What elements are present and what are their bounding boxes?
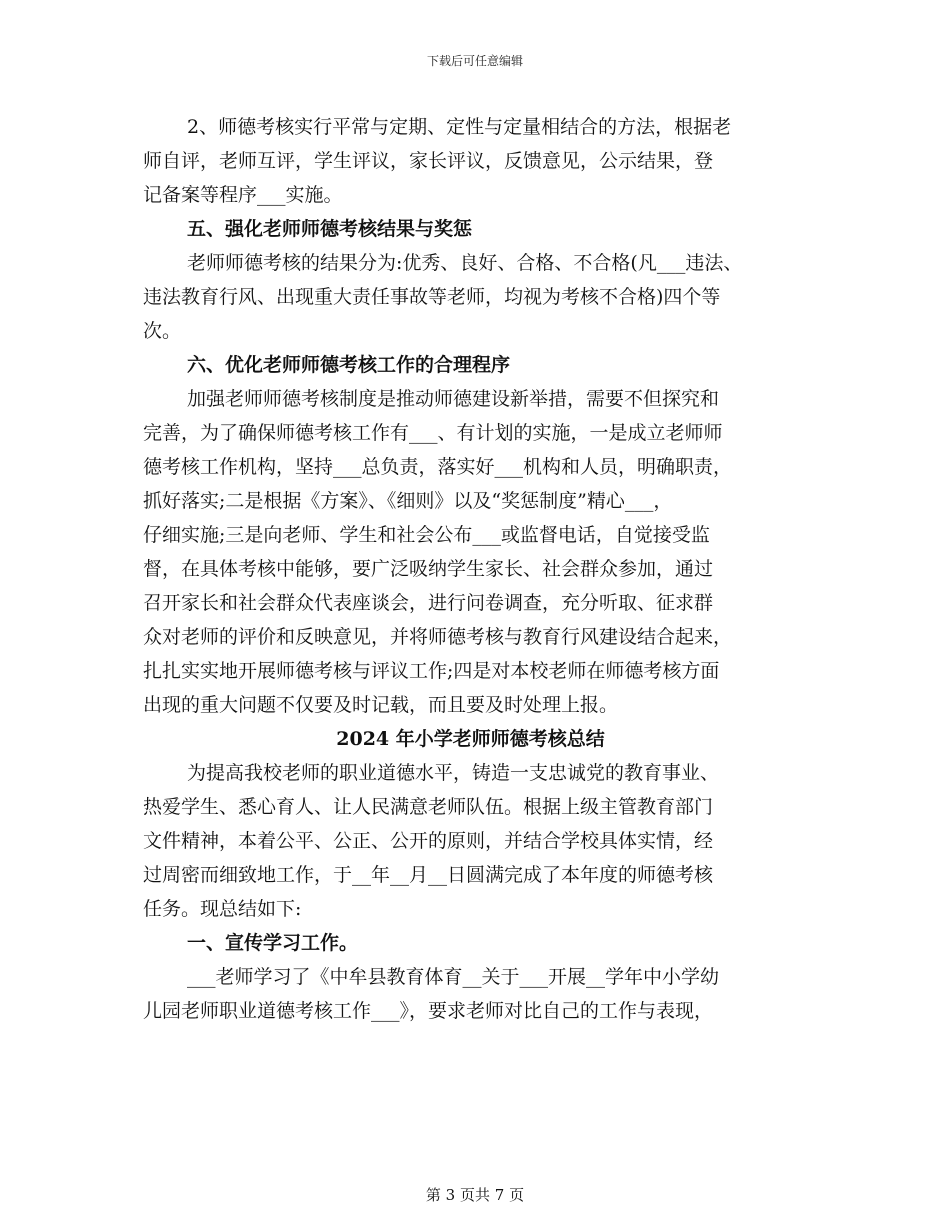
page-header: 下载后可任意编辑 [426,54,523,68]
paragraph-line: 仔细实施;三是向老师、学生和社会公布___或监督电话，自觉接受监 [143,524,710,546]
document-body [143,110,808,1028]
document-title: 2024 年小学老师师德考核总结 [336,728,605,750]
section-heading: 一、宣传学习工作。 [187,932,359,954]
section-heading: 五、强化老师师德考核结果与奖惩 [187,218,473,240]
paragraph-line: 德考核工作机构，坚持___总负责，落实好___机构和人员，明确职责， [143,456,733,478]
paragraph-line: 完善，为了确保师德考核工作有___、有计划的实施，一是成立老师师 [143,422,723,444]
paragraph-line: 违法教育行风、出现重大责任事故等老师，均视为考核不合格)四个等 [143,286,721,308]
paragraph-line: 过周密而细致地工作，于__年__月__日圆满完成了本年度的师德考核 [143,864,714,886]
paragraph-line: 抓好落实;二是根据《方案》、《细则》以及“奖惩制度”精心___， [143,490,673,512]
section-heading: 六、优化老师师德考核工作的合理程序 [187,354,511,376]
paragraph-line: 扎扎实实地开展师德考核与评议工作;四是对本校老师在师德考核方面 [143,660,720,682]
paragraph-line: 老师师德考核的结果分为:优秀、良好、合格、不合格(凡___违法、 [187,252,743,274]
paragraph-line: 热爱学生、悉心育人、让人民满意老师队伍。根据上级主管教育部门 [143,796,714,818]
paragraph-line: 2、师德考核实行平常与定期、定性与定量相结合的方法，根据老 [187,116,732,138]
paragraph-line: 次。 [143,320,182,342]
paragraph-line: 召开家长和社会群众代表座谈会，进行问卷调查，充分听取、征求群 [143,592,714,614]
paragraph-line: 记备案等程序___实施。 [143,184,343,206]
paragraph-line: 为提高我校老师的职业道德水平，铸造一支忠诚党的教育事业、 [187,762,720,784]
paragraph-line: 加强老师师德考核制度是推动师德建设新举措，需要不但探究和 [187,388,720,410]
paragraph-line: 出现的重大问题不仅要及时记载，而且要及时处理上报。 [143,694,619,716]
page-footer: 第 3 页共 7 页 [425,1186,525,1204]
paragraph-line: ___老师学习了《中牟县教育体育__关于___开展__学年中小学幼 [187,966,720,988]
paragraph-line: 众对老师的评价和反映意见，并将师德考核与教育行风建设结合起来， [143,626,733,648]
paragraph-line: 文件精神，本着公平、公正、公开的原则，并结合学校具体实情，经 [143,830,714,852]
paragraph-line: 儿园老师职业道德考核工作___》，要求老师对比自己的工作与表现， [143,1000,714,1022]
paragraph-line: 师自评，老师互评，学生评议，家长评议，反馈意见，公示结果，登 [143,150,714,172]
paragraph-line: 任务。现总结如下: [143,898,302,920]
paragraph-line: 督，在具体考核中能够，要广泛吸纳学生家长、社会群众参加，通过 [143,558,714,580]
